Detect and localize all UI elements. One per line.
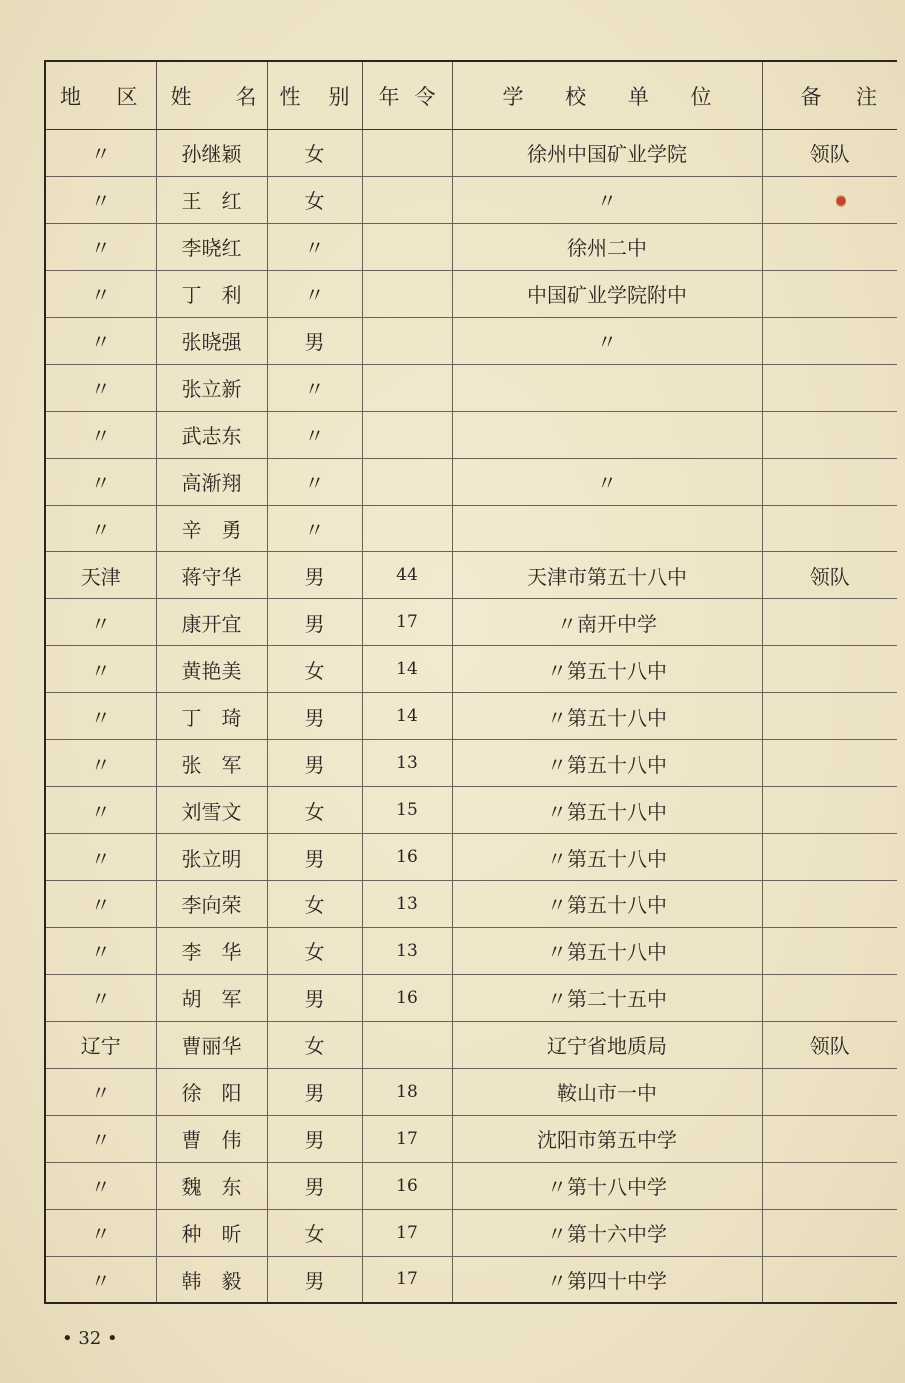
page-number: • 32 • xyxy=(62,1328,118,1349)
cell-gender: 男 xyxy=(267,317,362,364)
table-row xyxy=(45,130,897,177)
cell-note xyxy=(762,740,897,787)
table-row xyxy=(45,411,897,458)
cell-note xyxy=(762,223,897,270)
cell-unit: 徐州中国矿业学院 xyxy=(452,130,762,177)
cell-age: 14 xyxy=(362,646,452,693)
cell-age: 18 xyxy=(362,1068,452,1115)
cell-gender: 男 xyxy=(267,1115,362,1162)
cell-note xyxy=(762,364,897,411)
cell-name: 蒋守华 xyxy=(156,552,267,599)
cell-age xyxy=(362,411,452,458)
cell-gender: 男 xyxy=(267,740,362,787)
table-row xyxy=(45,974,897,1021)
cell-age xyxy=(362,270,452,317)
cell-note: 领队 xyxy=(762,552,897,599)
table-row xyxy=(45,1115,897,1162)
cell-gender: 男 xyxy=(267,1068,362,1115)
cell-name: 武志东 xyxy=(156,411,267,458)
cell-region: 〃 xyxy=(45,1256,156,1303)
table-row xyxy=(45,646,897,693)
cell-region: 〃 xyxy=(45,223,156,270)
table-row xyxy=(45,1209,897,1256)
cell-age: 17 xyxy=(362,599,452,646)
cell-region: 〃 xyxy=(45,270,156,317)
table-row xyxy=(45,1021,897,1068)
cell-unit: 鞍山市一中 xyxy=(452,1068,762,1115)
cell-name: 韩 毅 xyxy=(156,1256,267,1303)
cell-note xyxy=(762,505,897,552)
cell-region: 〃 xyxy=(45,364,156,411)
cell-gender: 女 xyxy=(267,1209,362,1256)
cell-age: 17 xyxy=(362,1256,452,1303)
cell-unit: 〃第四十中学 xyxy=(452,1256,762,1303)
cell-name: 曹丽华 xyxy=(156,1021,267,1068)
table-row xyxy=(45,881,897,928)
table-row xyxy=(45,364,897,411)
cell-gender: 〃 xyxy=(267,270,362,317)
cell-region: 〃 xyxy=(45,927,156,974)
cell-region: 〃 xyxy=(45,317,156,364)
cell-note xyxy=(762,1115,897,1162)
cell-region: 〃 xyxy=(45,881,156,928)
cell-note xyxy=(762,787,897,834)
cell-unit: 〃第五十八中 xyxy=(452,834,762,881)
cell-name: 高渐翔 xyxy=(156,458,267,505)
cell-gender: 男 xyxy=(267,693,362,740)
cell-region: 〃 xyxy=(45,787,156,834)
header-gender: 性 别 xyxy=(267,61,362,130)
cell-unit xyxy=(452,364,762,411)
cell-note xyxy=(762,176,897,223)
cell-note xyxy=(762,927,897,974)
cell-gender: 男 xyxy=(267,974,362,1021)
header-name: 姓 名 xyxy=(156,61,267,130)
cell-age xyxy=(362,364,452,411)
table-row xyxy=(45,1162,897,1209)
cell-unit: 徐州二中 xyxy=(452,223,762,270)
cell-name: 黄艳美 xyxy=(156,646,267,693)
cell-region: 〃 xyxy=(45,505,156,552)
cell-note xyxy=(762,1209,897,1256)
cell-name: 康开宜 xyxy=(156,599,267,646)
cell-region: 〃 xyxy=(45,1068,156,1115)
cell-name: 李向荣 xyxy=(156,881,267,928)
cell-name: 丁 琦 xyxy=(156,693,267,740)
cell-note xyxy=(762,458,897,505)
cell-unit xyxy=(452,505,762,552)
cell-name: 李晓红 xyxy=(156,223,267,270)
cell-age: 13 xyxy=(362,927,452,974)
cell-name: 徐 阳 xyxy=(156,1068,267,1115)
cell-region: 〃 xyxy=(45,693,156,740)
cell-gender: 女 xyxy=(267,881,362,928)
cell-region: 〃 xyxy=(45,1162,156,1209)
cell-region: 〃 xyxy=(45,1115,156,1162)
cell-gender: 女 xyxy=(267,927,362,974)
cell-note xyxy=(762,270,897,317)
cell-note xyxy=(762,881,897,928)
cell-region: 天津 xyxy=(45,552,156,599)
cell-note xyxy=(762,599,897,646)
cell-age xyxy=(362,176,452,223)
cell-unit: 中国矿业学院附中 xyxy=(452,270,762,317)
cell-note xyxy=(762,974,897,1021)
cell-age xyxy=(362,505,452,552)
table-row xyxy=(45,740,897,787)
cell-note: 领队 xyxy=(762,1021,897,1068)
cell-name: 王 红 xyxy=(156,176,267,223)
cell-age: 14 xyxy=(362,693,452,740)
header-row xyxy=(45,61,897,130)
cell-age: 15 xyxy=(362,787,452,834)
cell-unit: 〃第五十八中 xyxy=(452,881,762,928)
cell-region: 〃 xyxy=(45,599,156,646)
cell-gender: 〃 xyxy=(267,458,362,505)
cell-region: 〃 xyxy=(45,458,156,505)
cell-age: 17 xyxy=(362,1115,452,1162)
table-row xyxy=(45,599,897,646)
cell-region: 〃 xyxy=(45,1209,156,1256)
table-row xyxy=(45,317,897,364)
cell-region: 辽宁 xyxy=(45,1021,156,1068)
cell-gender: 女 xyxy=(267,646,362,693)
header-note: 备 注 xyxy=(762,61,897,130)
table-row xyxy=(45,1256,897,1303)
table-row xyxy=(45,270,897,317)
cell-unit: 〃第五十八中 xyxy=(452,787,762,834)
header-unit: 学 校 单 位 xyxy=(452,61,762,130)
cell-name: 张立新 xyxy=(156,364,267,411)
cell-gender: 〃 xyxy=(267,364,362,411)
cell-name: 辛 勇 xyxy=(156,505,267,552)
cell-name: 胡 军 xyxy=(156,974,267,1021)
cell-name: 张 军 xyxy=(156,740,267,787)
cell-name: 孙继颖 xyxy=(156,130,267,177)
cell-unit: 〃 xyxy=(452,317,762,364)
table-body xyxy=(45,130,897,1304)
cell-name: 李 华 xyxy=(156,927,267,974)
cell-region: 〃 xyxy=(45,646,156,693)
cell-region: 〃 xyxy=(45,834,156,881)
cell-age xyxy=(362,317,452,364)
cell-note xyxy=(762,411,897,458)
table-row xyxy=(45,176,897,223)
cell-note xyxy=(762,693,897,740)
cell-unit: 辽宁省地质局 xyxy=(452,1021,762,1068)
cell-name: 魏 东 xyxy=(156,1162,267,1209)
cell-note: 领队 xyxy=(762,130,897,177)
cell-region: 〃 xyxy=(45,974,156,1021)
cell-name: 刘雪文 xyxy=(156,787,267,834)
header-region: 地 区 xyxy=(45,61,156,130)
cell-gender: 〃 xyxy=(267,411,362,458)
cell-unit: 〃第十八中学 xyxy=(452,1162,762,1209)
cell-note xyxy=(762,317,897,364)
table-row xyxy=(45,693,897,740)
cell-age: 13 xyxy=(362,881,452,928)
cell-region: 〃 xyxy=(45,176,156,223)
participant-table xyxy=(44,60,897,1304)
cell-age xyxy=(362,130,452,177)
cell-unit: 〃第十六中学 xyxy=(452,1209,762,1256)
cell-gender: 男 xyxy=(267,599,362,646)
cell-region: 〃 xyxy=(45,740,156,787)
cell-gender: 女 xyxy=(267,787,362,834)
cell-gender: 男 xyxy=(267,1256,362,1303)
table-row xyxy=(45,458,897,505)
table-row xyxy=(45,927,897,974)
cell-unit: 〃第五十八中 xyxy=(452,740,762,787)
cell-name: 张立明 xyxy=(156,834,267,881)
cell-gender: 男 xyxy=(267,834,362,881)
cell-age xyxy=(362,1021,452,1068)
cell-name: 种 昕 xyxy=(156,1209,267,1256)
cell-age: 13 xyxy=(362,740,452,787)
cell-unit xyxy=(452,411,762,458)
table-row xyxy=(45,505,897,552)
cell-region: 〃 xyxy=(45,411,156,458)
cell-unit: 沈阳市第五中学 xyxy=(452,1115,762,1162)
header-age: 年 令 xyxy=(362,61,452,130)
cell-age: 44 xyxy=(362,552,452,599)
cell-note xyxy=(762,834,897,881)
cell-gender: 女 xyxy=(267,130,362,177)
cell-region: 〃 xyxy=(45,130,156,177)
cell-gender: 〃 xyxy=(267,505,362,552)
cell-age xyxy=(362,223,452,270)
cell-age: 16 xyxy=(362,1162,452,1209)
cell-unit: 〃第五十八中 xyxy=(452,646,762,693)
cell-gender: 女 xyxy=(267,176,362,223)
cell-age: 17 xyxy=(362,1209,452,1256)
table-row xyxy=(45,787,897,834)
cell-unit: 〃第二十五中 xyxy=(452,974,762,1021)
cell-note xyxy=(762,646,897,693)
cell-gender: 男 xyxy=(267,552,362,599)
cell-age xyxy=(362,458,452,505)
table-row xyxy=(45,1068,897,1115)
table-row xyxy=(45,834,897,881)
cell-age: 16 xyxy=(362,834,452,881)
cell-age: 16 xyxy=(362,974,452,1021)
cell-unit: 天津市第五十八中 xyxy=(452,552,762,599)
cell-unit: 〃 xyxy=(452,458,762,505)
table-row xyxy=(45,552,897,599)
cell-note xyxy=(762,1068,897,1115)
cell-gender: 女 xyxy=(267,1021,362,1068)
cell-note xyxy=(762,1162,897,1209)
cell-gender: 男 xyxy=(267,1162,362,1209)
cell-name: 曹 伟 xyxy=(156,1115,267,1162)
cell-name: 丁 利 xyxy=(156,270,267,317)
table-row xyxy=(45,223,897,270)
cell-unit: 〃第五十八中 xyxy=(452,693,762,740)
cell-gender: 〃 xyxy=(267,223,362,270)
cell-unit: 〃第五十八中 xyxy=(452,927,762,974)
cell-unit: 〃南开中学 xyxy=(452,599,762,646)
cell-note xyxy=(762,1256,897,1303)
cell-unit: 〃 xyxy=(452,176,762,223)
cell-name: 张晓强 xyxy=(156,317,267,364)
